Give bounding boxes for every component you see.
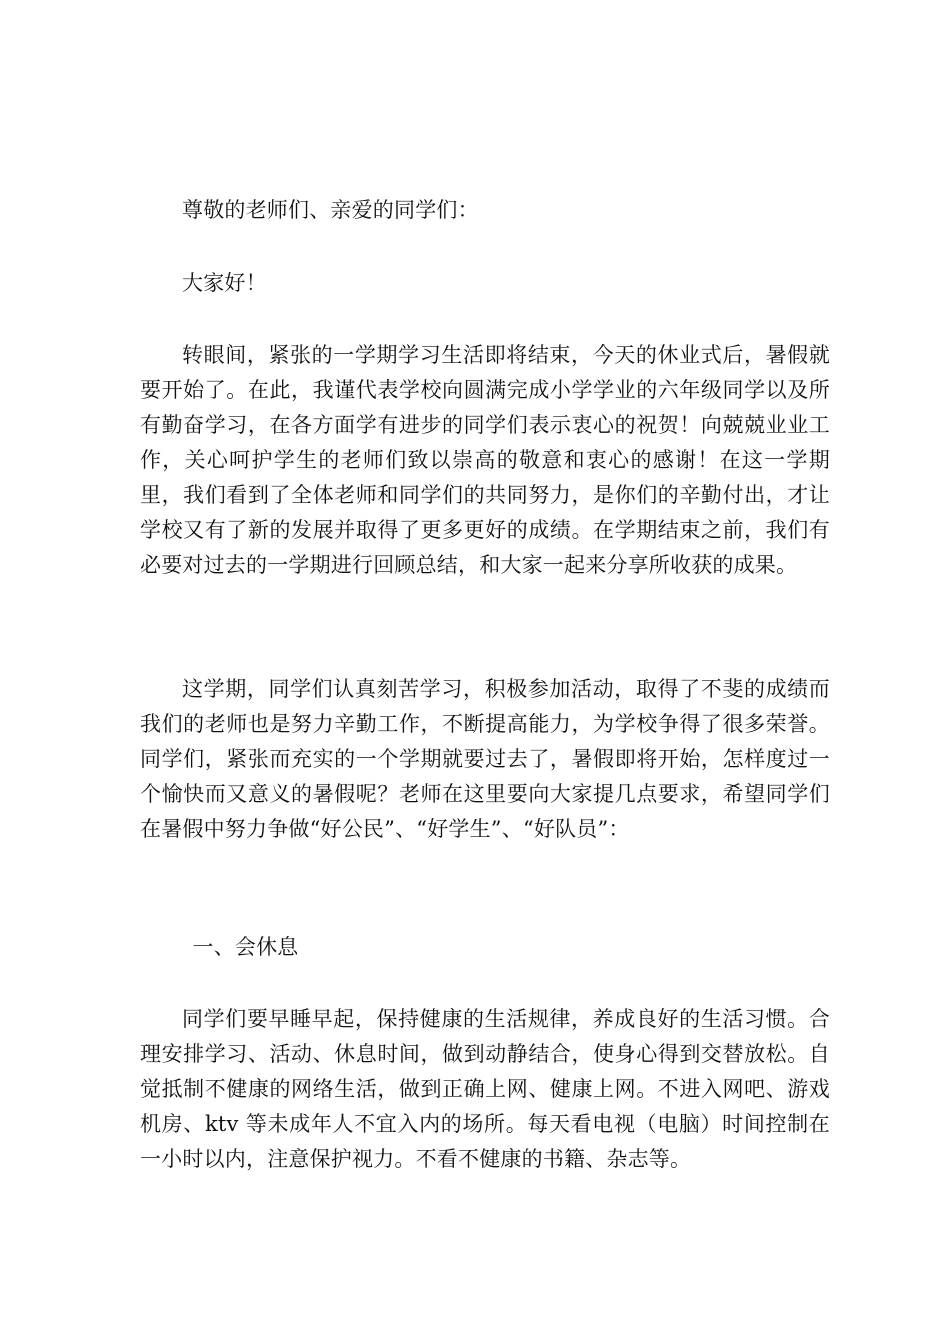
paragraph-3: 同学们要早睡早起，保持健康的生活规律，养成良好的生活习惯。合理安排学习、活动、休息时间，做到动静结合，使身心得到交替放松。自觉抵制不健康的网络生活，做到正确上网、健康上网。不进入网吧、游戏机房、ktv 等未成年人不宜入内的场所。每天看电视（电脑）时间控制在一小时以内，注意保护视力。不看不健康的书籍、杂志等。: [140, 1007, 830, 1171]
salutation-text: 尊敬的老师们、亲爱的同学们：: [182, 198, 479, 222]
greeting-text: 大家好！: [182, 271, 267, 295]
paragraph-2-block: [140, 672, 830, 847]
paragraph-2: 这学期，同学们认真刻苦学习，积极参加活动，取得了不斐的成绩而我们的老师也是努力辛勤工作，不断提高能力，为学校争得了很多荣誉。同学们，紧张而充实的一个学期就要过去了，暑假即将开始，怎样度过一个愉快而又意义的暑假呢？老师在这里要向大家提几点要求，希望同学们在暑假中努力争做“好公民”、“好学生”、“好队员”：: [140, 677, 830, 841]
greeting-block: [140, 266, 830, 301]
paragraph-1: 转眼间，紧张的一学期学习生活即将结束，今天的休业式后，暑假就要开始了。在此，我谨代表学校向圆满完成小学学业的六年级同学以及所有勤奋学习，在各方面学有进步的同学们表示衷心的祝贺！向兢兢业业工作，关心呵护学生的老师们致以崇高的敬意和衷心的感谢！在这一学期里，我们看到了全体老师和同学们的共同努力，是你们的辛勤付出，才让学校又有了新的发展并取得了更多更好的成绩。在学期结束之前，我们有必要对过去的一学期进行回顾总结，和大家一起来分享所收获的成果。: [140, 343, 830, 577]
paragraph-3-block: [140, 1002, 830, 1177]
salutation-block: [140, 193, 830, 228]
paragraph-1-block: [140, 338, 830, 583]
section-heading: 一、会休息: [192, 935, 299, 959]
section-heading-block: [140, 930, 830, 965]
